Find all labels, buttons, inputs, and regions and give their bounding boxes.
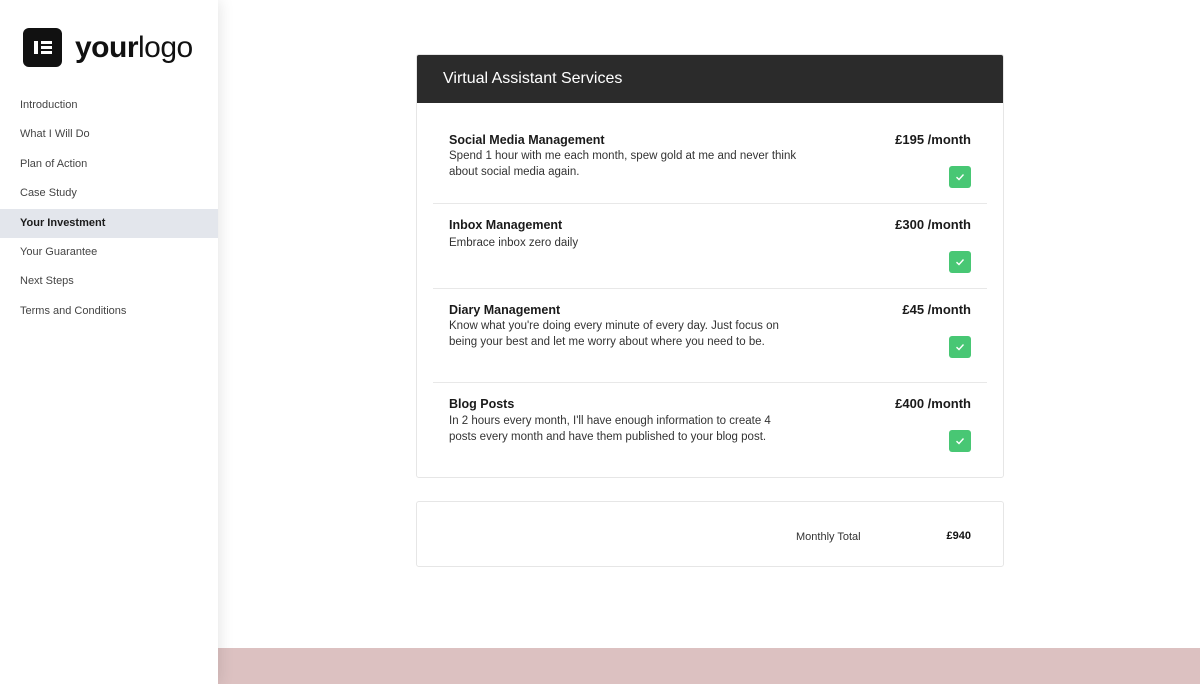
sidebar-item-introduction[interactable]: Introduction bbox=[20, 99, 78, 111]
service-name: Diary Management bbox=[449, 303, 561, 317]
sidebar-item-terms-and-conditions[interactable]: Terms and Conditions bbox=[20, 304, 127, 317]
service-price: £300 /month bbox=[895, 217, 971, 232]
service-price: £400 /month bbox=[895, 396, 971, 411]
logo-icon bbox=[23, 28, 62, 67]
service-price: £45 /month bbox=[902, 302, 971, 317]
service-select-checkbox[interactable] bbox=[949, 166, 971, 188]
monthly-total-label: Monthly Total bbox=[796, 531, 861, 543]
service-description: In 2 hours every month, I'll have enough information to create 4 posts every month and have them published to your blog post. bbox=[449, 415, 771, 443]
sidebar-item-what-i-will-do[interactable]: What I Will Do bbox=[20, 128, 90, 141]
monthly-total-value: £940 bbox=[946, 530, 971, 542]
sidebar bbox=[0, 0, 218, 684]
footer-band bbox=[218, 648, 1200, 684]
sidebar-item-your-guarantee[interactable]: Your Guarantee bbox=[20, 245, 98, 258]
service-description: Know what you're doing every minute of every day. Just focus on being your best and let me worry about where you need to be. bbox=[449, 320, 779, 348]
monthly-total-card bbox=[416, 501, 1004, 567]
service-select-checkbox[interactable] bbox=[949, 336, 971, 358]
service-name: Inbox Management bbox=[449, 218, 563, 232]
check-icon bbox=[955, 172, 965, 182]
sidebar-item-your-investment[interactable]: Your Investment bbox=[0, 209, 218, 238]
services-card-title: Virtual Assistant Services bbox=[417, 55, 1003, 103]
logo-wordmark: yourlogo bbox=[75, 30, 193, 64]
sidebar-item-next-steps[interactable]: Next Steps bbox=[20, 275, 74, 288]
services-card bbox=[416, 54, 1004, 478]
service-item bbox=[433, 204, 987, 289]
service-item bbox=[433, 289, 987, 383]
service-name: Blog Posts bbox=[449, 397, 515, 411]
service-item bbox=[433, 383, 987, 477]
service-price: £195 /month bbox=[895, 132, 971, 147]
service-select-checkbox[interactable] bbox=[949, 430, 971, 452]
service-item bbox=[433, 119, 987, 204]
sidebar-nav bbox=[0, 91, 218, 326]
main-content bbox=[218, 0, 1200, 684]
sidebar-item-plan-of-action[interactable]: Plan of Action bbox=[20, 157, 88, 170]
sidebar-item-case-study[interactable]: Case Study bbox=[20, 187, 77, 200]
check-icon bbox=[955, 257, 965, 267]
service-description: Spend 1 hour with me each month, spew gold at me and never think about social media again. bbox=[449, 150, 797, 178]
check-icon bbox=[955, 342, 965, 352]
logo[interactable] bbox=[23, 28, 193, 67]
service-description: Embrace inbox zero daily bbox=[449, 237, 579, 249]
service-select-checkbox[interactable] bbox=[949, 251, 971, 273]
check-icon bbox=[955, 436, 965, 446]
service-name: Social Media Management bbox=[449, 133, 605, 147]
